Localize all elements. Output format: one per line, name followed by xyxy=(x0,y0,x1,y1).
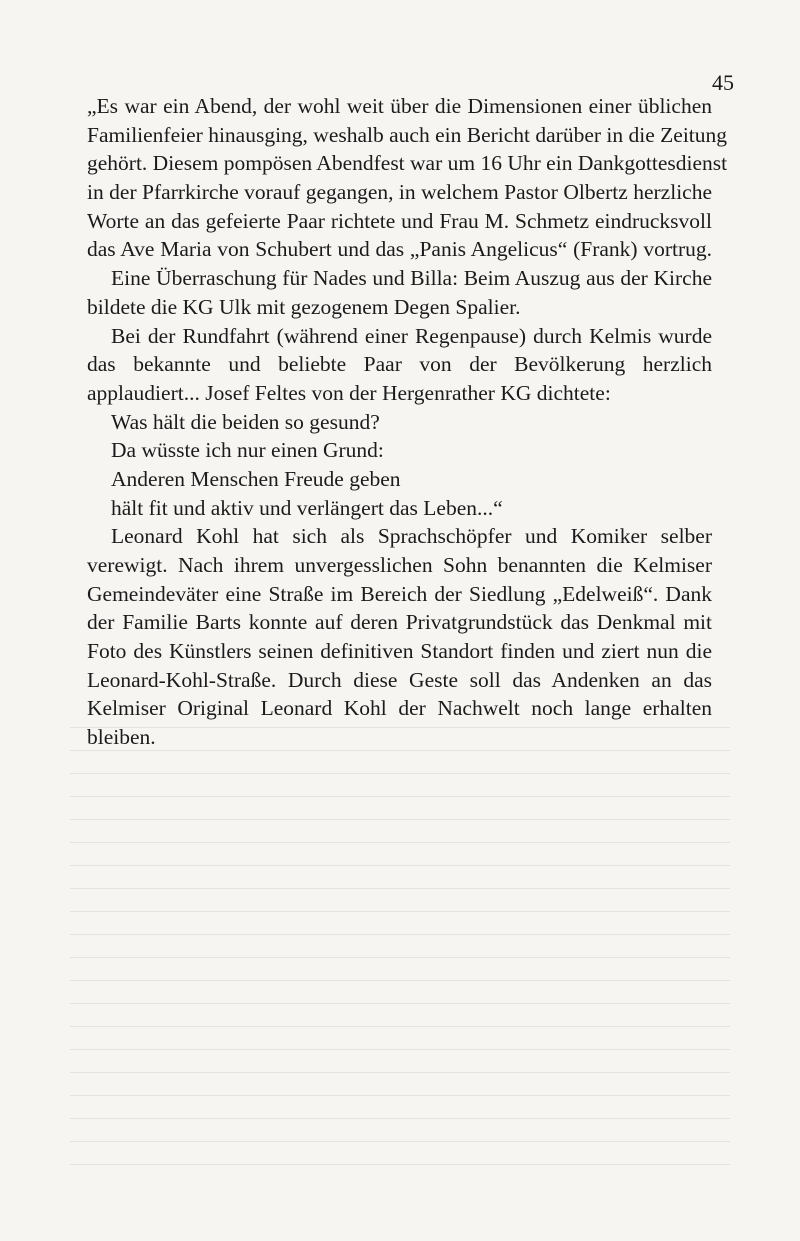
text-line: das bekannte und beliebte Paar von der Bevölkerung herzlich xyxy=(87,352,712,377)
verse-line: hält fit und aktiv und verlängert das Leben...“ xyxy=(111,495,503,520)
text-line: applaudiert... Josef Feltes von der Hergenrather KG dichtete: xyxy=(87,380,611,405)
text-line: Foto des Künstlers seinen definitiven Standort finden und ziert nun die xyxy=(87,639,712,664)
text-line: bleiben. xyxy=(87,725,156,750)
text-line: Eine Überraschung für Nades und Billa: Beim Auszug aus der Kirche xyxy=(111,266,712,291)
text-line: Leonard Kohl hat sich als Sprachschöpfer und Komiker selber xyxy=(111,524,712,549)
text-line: Bei der Rundfahrt (während einer Regenpause) durch Kelmis wurde xyxy=(111,323,712,348)
text-line: bildete die KG Ulk mit gezogenem Degen Spalier. xyxy=(87,294,521,319)
text-line: „Es war ein Abend, der wohl weit über die Dimensionen einer üblichen xyxy=(87,94,712,118)
verse-line: Anderen Menschen Freude geben xyxy=(111,466,401,491)
text-line: Worte an das gefeierte Paar richtete und Frau M. Schmetz eindrucksvoll xyxy=(87,208,712,233)
text-line: Kelmiser Original Leonard Kohl der Nachwelt noch lange erhalten xyxy=(87,696,712,721)
page-number: 45 xyxy=(712,70,734,95)
text-line: verewigt. Nach ihrem unvergesslichen Sohn benannten die Kelmiser xyxy=(87,553,712,577)
text-line: Gemeindeväter eine Straße im Bereich der Siedlung „Edelweiß“. Dank xyxy=(87,581,712,606)
text-line: Familienfeier hinausging, weshalb auch ein Bericht darüber in die Zeitung xyxy=(87,122,728,147)
verse-line: Was hält die beiden so gesund? xyxy=(111,409,380,434)
text-line: in der Pfarrkirche vorauf gegangen, in welchem Pastor Olbertz herzliche xyxy=(87,180,712,205)
body-text xyxy=(87,92,728,752)
text-line: gehört. Diesem pompösen Abendfest war um 16 Uhr ein Dankgottesdienst xyxy=(87,151,728,176)
text-line: der Familie Barts konnte auf deren Privatgrundstück das Denkmal mit xyxy=(87,610,712,635)
verse-line: Da wüsste ich nur einen Grund: xyxy=(111,438,384,463)
show-through-text xyxy=(70,705,730,1165)
text-line: das Ave Maria von Schubert und das „Panis Angelicus“ (Frank) vortrug. xyxy=(87,237,712,262)
text-line: Leonard-Kohl-Straße. Durch diese Geste soll das Andenken an das xyxy=(87,667,712,692)
